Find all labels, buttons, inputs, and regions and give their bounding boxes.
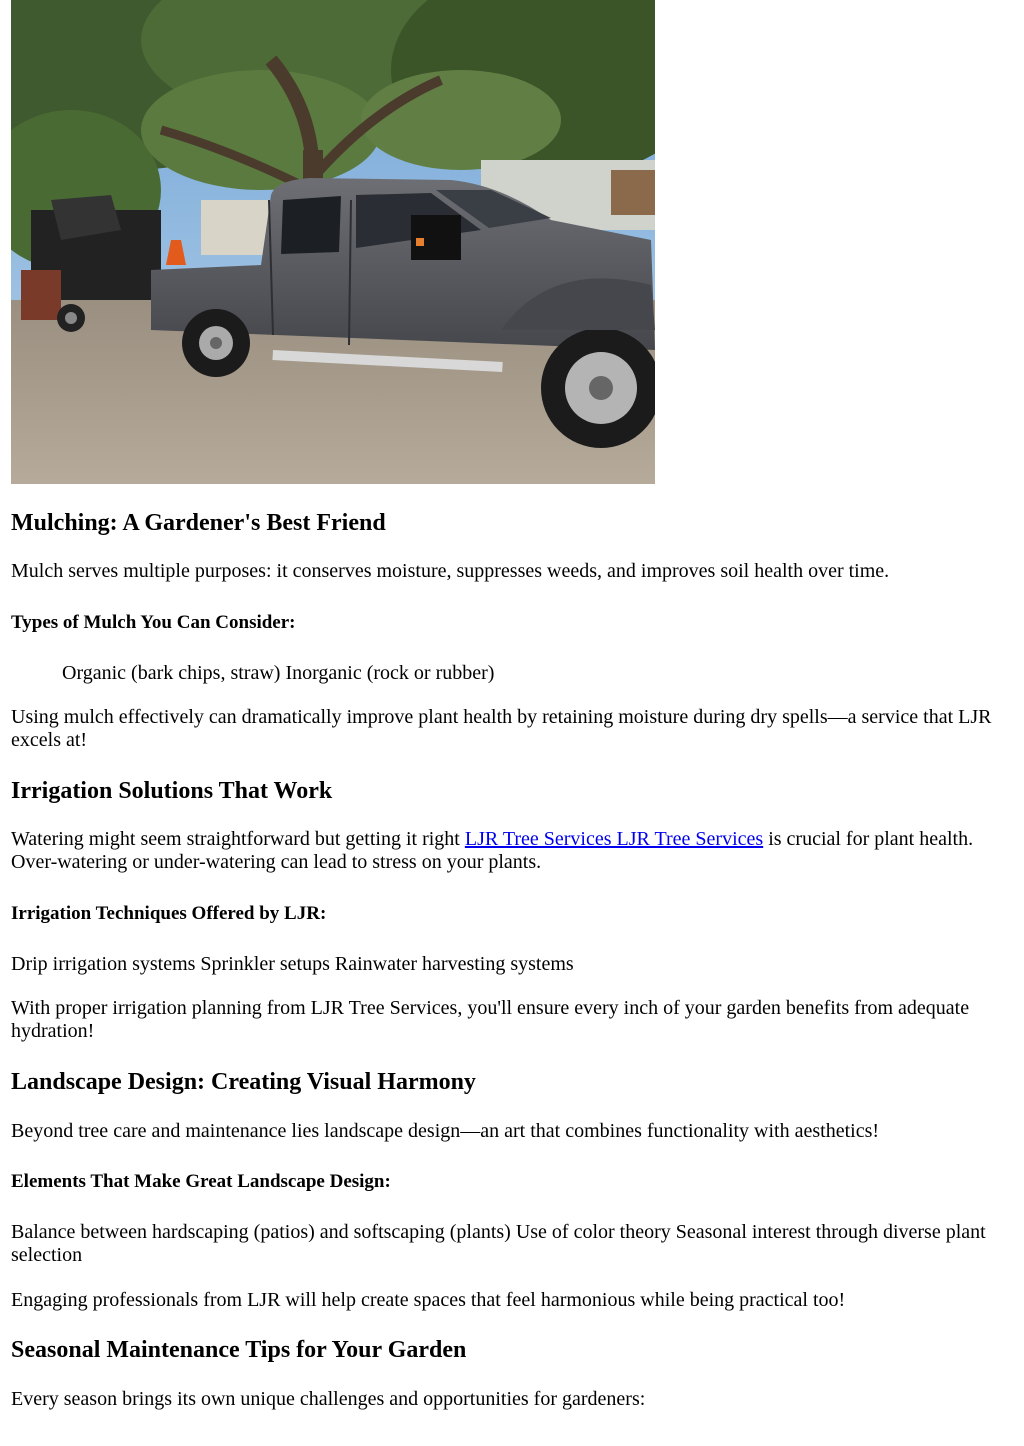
irrigation-intro-before: Watering might seem straightforward but getting it right	[11, 828, 465, 850]
subheading-landscape-elements: Elements That Make Great Landscape Design:	[11, 1171, 391, 1192]
hero-photo	[11, 0, 655, 484]
list-mulch-types: Organic (bark chips, straw) Inorganic (rock or rubber)	[62, 662, 495, 684]
list-irrigation-techniques: Drip irrigation systems Sprinkler setups Rainwater harvesting systems	[11, 953, 574, 975]
section-heading-irrigation: Irrigation Solutions That Work	[11, 778, 333, 804]
list-landscape-elements: Balance between hardscaping (patios) and softscaping (plants) Use of color theory Seasonal interest through diverse plant selection	[11, 1221, 986, 1266]
paragraph-mulching-closing: Using mulch effectively can dramatically improve plant health by retaining moisture during dry spells—a service that LJR excels at!	[11, 706, 992, 751]
ljr-tree-services-link[interactable]: LJR Tree Services LJR Tree Services	[464, 828, 764, 850]
section-heading-mulching: Mulching: A Gardener's Best Friend	[11, 510, 386, 536]
paragraph-landscape-intro: Beyond tree care and maintenance lies landscape design—an art that combines functionality with aesthetics!	[11, 1120, 880, 1142]
article	[11, 0, 1011, 1410]
subheading-mulch-types: Types of Mulch You Can Consider:	[11, 612, 296, 633]
irrigation-intro-after: is crucial for plant health. Over-watering or under-watering can lead to stress on your plants.	[11, 828, 974, 873]
paragraph-mulching-intro: Mulch serves multiple purposes: it conserves moisture, suppresses weeds, and improves soil health over time.	[11, 560, 890, 582]
paragraph-irrigation-closing: With proper irrigation planning from LJR Tree Services, you'll ensure every inch of your garden benefits from adequate hydration!	[11, 997, 970, 1042]
section-heading-landscape: Landscape Design: Creating Visual Harmony	[11, 1069, 476, 1095]
section-heading-seasonal: Seasonal Maintenance Tips for Your Garden	[11, 1337, 467, 1363]
paragraph-landscape-closing: Engaging professionals from LJR will help create spaces that feel harmonious while being practical too!	[11, 1289, 846, 1311]
paragraph-seasonal-intro: Every season brings its own unique challenges and opportunities for gardeners:	[11, 1388, 646, 1410]
paragraph-irrigation-intro	[11, 828, 1011, 874]
subheading-irrigation-techniques: Irrigation Techniques Offered by LJR:	[11, 903, 327, 924]
